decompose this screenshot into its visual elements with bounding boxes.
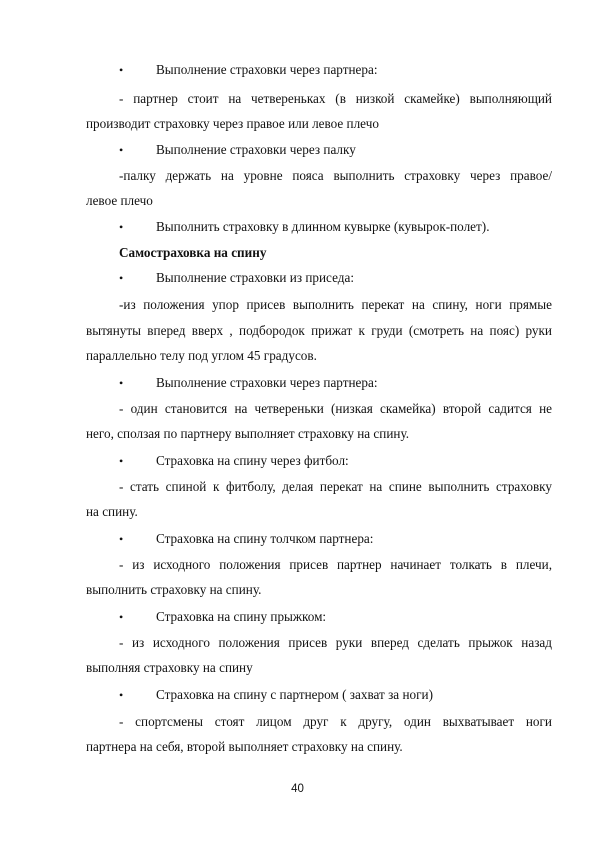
bullet-item: Страховка на спину прыжком:: [156, 609, 327, 624]
paragraph-line: - один становится на четвереньки (низкая скамейка) второй садится не: [119, 401, 552, 416]
bullet-item: Страховка на спину толчком партнера:: [156, 531, 374, 546]
paragraph-line: него, сползая по партнеру выполняет страховку на спину.: [86, 426, 410, 441]
bullet-marker: •: [119, 63, 124, 77]
bullet-item: Выполнить страховку в длинном кувырке (кувырок-полет).: [156, 219, 490, 234]
bullet-item: Выполнение страховки через палку: [156, 142, 356, 157]
bullet-marker: •: [119, 143, 124, 157]
paragraph-line: - спортсмены стоят лицом друг к другу, один выхватывает ноги: [119, 714, 552, 729]
paragraph-line: на спину.: [86, 504, 138, 519]
paragraph-line: - из исходного положения присев партнер начинает толкать в плечи,: [119, 557, 552, 572]
paragraph-line: -из положения упор присев выполнить перекат на спину, ноги прямые: [119, 297, 552, 312]
bullet-marker: •: [119, 376, 124, 390]
bullet-item: Выполнение страховки через партнера:: [156, 62, 378, 77]
section-heading: Самостраховка на спину: [119, 245, 267, 260]
bullet-item: Выполнение страховки из приседа:: [156, 270, 354, 285]
paragraph-line: - стать спиной к фитболу, делая перекат на спине выполнить страховку: [119, 479, 552, 494]
paragraph-line: - из исходного положения присев руки вперед сделать прыжок назад: [119, 635, 552, 650]
paragraph-line: выполняя страховку на спину: [86, 660, 253, 675]
bullet-marker: •: [119, 610, 124, 624]
bullet-item: Страховка на спину с партнером ( захват за ноги): [156, 687, 433, 702]
page-number: 40: [291, 783, 304, 795]
paragraph-line: параллельно телу под углом 45 градусов.: [86, 348, 317, 363]
bullet-item: Выполнение страховки через партнера:: [156, 375, 378, 390]
bullet-marker: •: [119, 271, 124, 285]
bullet-item: Страховка на спину через фитбол:: [156, 453, 349, 468]
paragraph-line: -палку держать на уровне пояса выполнить страховку через правое/: [119, 168, 552, 183]
bullet-marker: •: [119, 688, 124, 702]
paragraph-line: партнера на себя, второй выполняет страховку на спину.: [86, 739, 403, 754]
bullet-marker: •: [119, 454, 124, 468]
bullet-marker: •: [119, 220, 124, 234]
paragraph-line: левое плечо: [86, 193, 153, 208]
bullet-marker: •: [119, 532, 124, 546]
paragraph-line: - партнер стоит на четвереньках (в низкой скамейке) выполняющий: [119, 91, 552, 106]
paragraph-line: производит страховку через правое или левое плечо: [86, 116, 379, 131]
paragraph-line: выполнить страховку на спину.: [86, 582, 262, 597]
paragraph-line: вытянуты вперед вверх , подбородок прижат к груди (смотреть на пояс) руки: [86, 323, 552, 338]
